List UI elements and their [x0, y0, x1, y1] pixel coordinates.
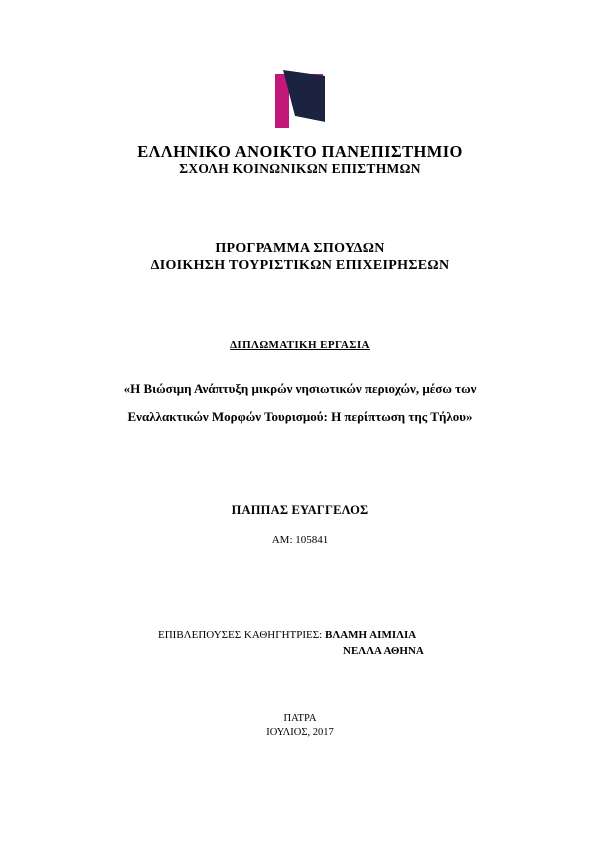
- supervisors-label: ΕΠΙΒΛΕΠΟΥΣΕΣ ΚΑΘΗΓΗΤΡΙΕΣ:: [158, 629, 323, 641]
- supervisors-line: [158, 629, 416, 641]
- date: ΙΟΥΛΙΟΣ, 2017: [266, 727, 334, 738]
- program-label: ΠΡΟΓΡΑΜΜΑ ΣΠΟΥΔΩΝ: [215, 241, 385, 256]
- program-name: ΔΙΟΙΚΗΣΗ ΤΟΥΡΙΣΤΙΚΩΝ ΕΠΙΧΕΙΡΗΣΕΩΝ: [150, 258, 450, 273]
- author-name: ΠΑΠΠΑΣ ΕΥΑΓΓΕΛΟΣ: [231, 503, 369, 517]
- thesis-label: ΔΙΠΛΩΜΑΤΙΚΗ ΕΡΓΑΣΙΑ: [230, 339, 370, 351]
- student-id: ΑΜ: 105841: [271, 534, 329, 546]
- city: ΠΑΤΡΑ: [283, 713, 317, 724]
- supervisor-name-2: ΝΕΛΛΑ ΑΘΗΝΑ: [343, 645, 424, 657]
- supervisor-name-1: ΒΛΑΜΗ ΑΙΜΙΛΙΑ: [324, 629, 417, 641]
- thesis-title-line-1: «Η Βιώσιμη Ανάπτυξη μικρών νησιωτικών περιοχών, μέσω των: [123, 381, 477, 396]
- thesis-title-line-2: Εναλλακτικών Μορφών Τουρισμού: Η περίπτωση της Τήλου»: [127, 409, 473, 424]
- school-name: ΣΧΟΛΗ ΚΟΙΝΩΝΙΚΩΝ ΕΠΙΣΤΗΜΩΝ: [179, 161, 421, 176]
- university-name: ΕΛΛΗΝΙΚΟ ΑΝΟΙΚΤΟ ΠΑΝΕΠΙΣΤΗΜΙΟ: [137, 142, 463, 161]
- university-logo-icon: [273, 70, 329, 128]
